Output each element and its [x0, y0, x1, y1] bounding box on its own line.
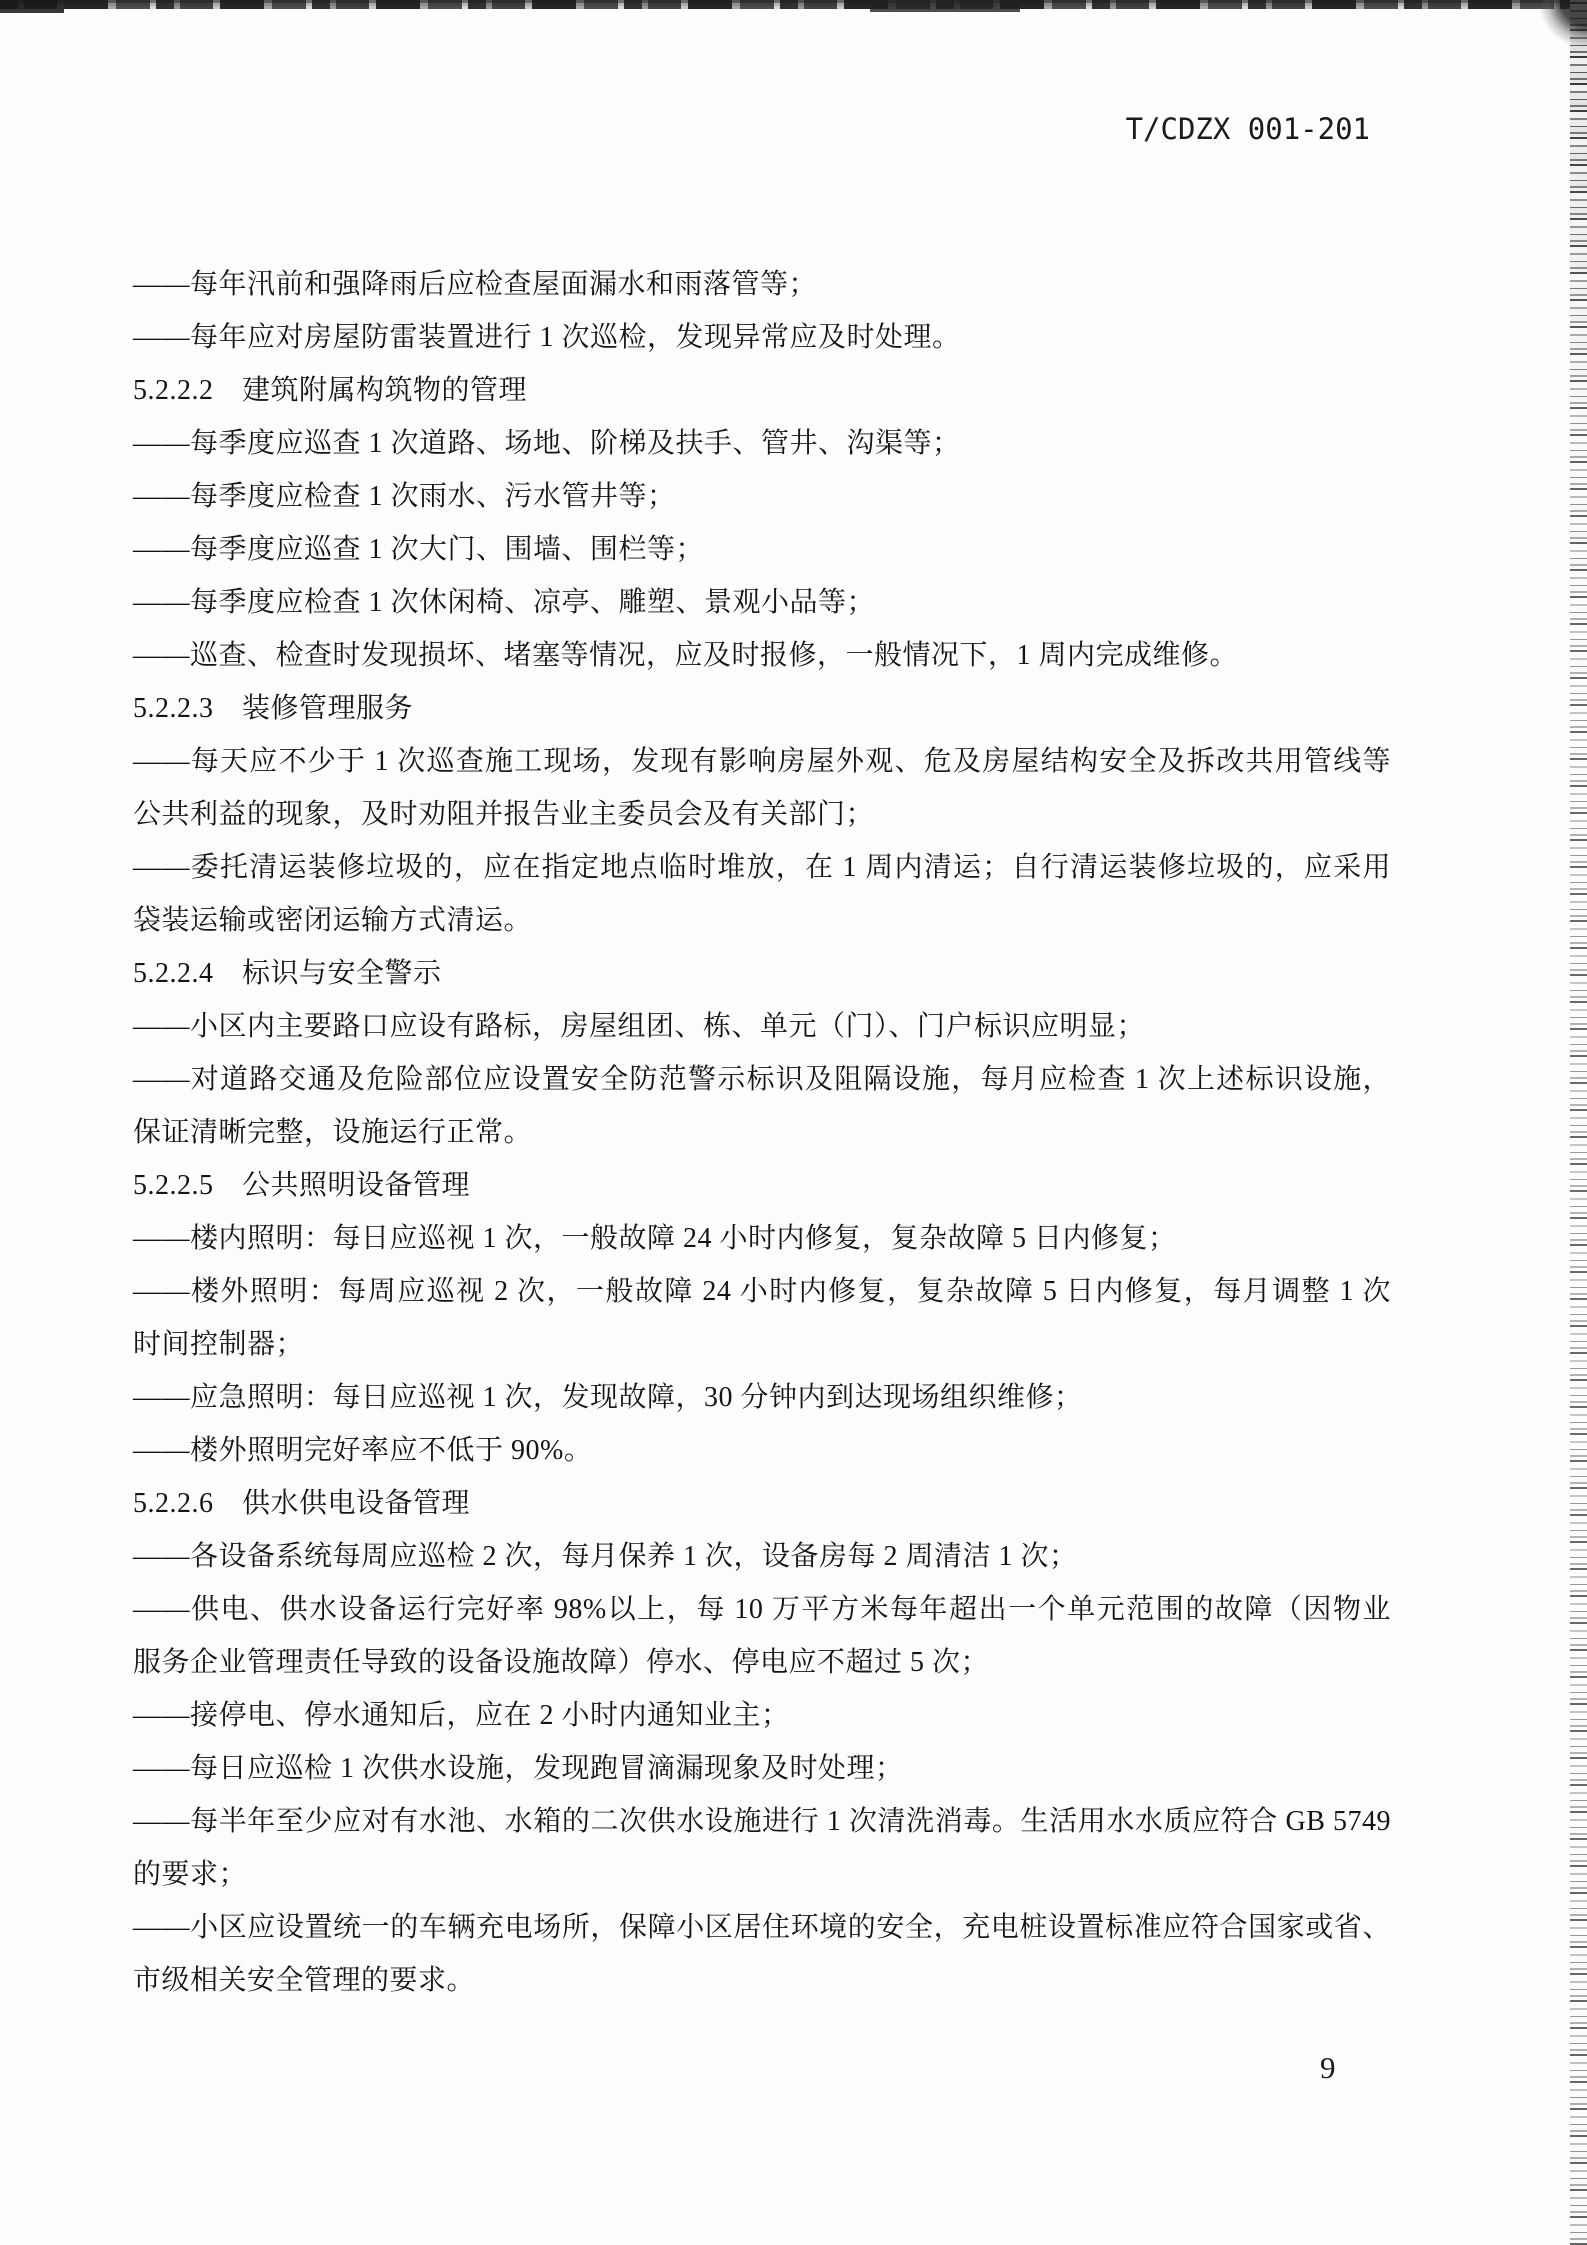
body-line: ——每季度应巡查 1 次大门、围墙、围栏等； [133, 534, 705, 565]
body-line: ——楼外照明完好率应不低于 90%。 [133, 1435, 593, 1466]
body-line: ——接停电、停水通知后，应在 2 小时内通知业主； [133, 1700, 790, 1731]
body-line: ——小区内主要路口应设有路标，房屋组团、栋、单元（门）、门户标识应明显； [133, 1011, 1146, 1042]
scan-artifact-right-edge [1570, 0, 1587, 2245]
section-heading: 5.2.2.6 供水供电设备管理 [133, 1488, 471, 1519]
body-line: ——每日应巡检 1 次供水设施，发现跑冒滴漏现象及时处理； [133, 1753, 904, 1784]
body-line: 保证清晰完整，设施运行正常。 [133, 1117, 533, 1148]
body-line: ——每年应对房屋防雷装置进行 1 次巡检，发现异常应及时处理。 [133, 322, 961, 353]
body-line: ——楼外照明：每周应巡视 2 次，一般故障 24 小时内修复，复杂故障 5 日内修复，每月调整 1 次 [133, 1276, 1391, 1307]
body-line: ——各设备系统每周应巡检 2 次，每月保养 1 次，设备房每 2 周清洁 1 次； [133, 1541, 1078, 1572]
body-line: ——供电、供水设备运行完好率 98%以上，每 10 万平方米每年超出一个单元范围的故障（因物业 [133, 1594, 1391, 1625]
scan-artifact-top-left-chunk [0, 0, 64, 13]
body-line: ——每季度应巡查 1 次道路、场地、阶梯及扶手、管井、沟渠等； [133, 428, 961, 459]
body-line: 公共利益的现象，及时劝阻并报告业主委员会及有关部门； [133, 799, 875, 830]
body-line: ——楼内照明：每日应巡视 1 次，一般故障 24 小时内修复，复杂故障 5 日内修复； [133, 1223, 1177, 1254]
body-line: 市级相关安全管理的要求。 [133, 1965, 476, 1996]
section-heading: 5.2.2.2 建筑附属构筑物的管理 [133, 375, 528, 406]
section-heading: 5.2.2.3 装修管理服务 [133, 693, 414, 724]
body-line: ——每年汛前和强降雨后应检查屋面漏水和雨落管等； [133, 269, 818, 300]
body-line: ——每季度应检查 1 次休闲椅、凉亭、雕塑、景观小品等； [133, 587, 876, 618]
body-line: 服务企业管理责任导致的设备设施故障）停水、停电应不超过 5 次； [133, 1647, 990, 1678]
body-line: 的要求； [133, 1859, 248, 1890]
body-line: ——应急照明：每日应巡视 1 次，发现故障，30 分钟内到达现场组织维修； [133, 1382, 1083, 1413]
body-line: 袋装运输或密闭运输方式清运。 [133, 905, 533, 936]
document-body [133, 258, 1391, 2007]
scan-artifact-top-edge [0, 0, 1587, 9]
doc-code-header: T/CDZX 001-201 [1125, 112, 1370, 146]
body-line: 时间控制器； [133, 1329, 305, 1360]
body-line: ——每半年至少应对有水池、水箱的二次供水设施进行 1 次清洗消毒。生活用水水质应符合 GB 5749 [133, 1806, 1391, 1837]
scan-artifact-top-right-corner [1541, 0, 1587, 46]
body-line: ——巡查、检查时发现损坏、堵塞等情况，应及时报修，一般情况下，1 周内完成维修。 [133, 640, 1239, 671]
page-number: 9 [1320, 2050, 1336, 2085]
section-heading: 5.2.2.5 公共照明设备管理 [133, 1170, 471, 1201]
scan-artifact-top-middle-chunk [870, 0, 1020, 12]
body-line: ——小区应设置统一的车辆充电场所，保障小区居住环境的安全，充电桩设置标准应符合国家或省、 [133, 1912, 1391, 1943]
body-line: ——每季度应检查 1 次雨水、污水管井等； [133, 481, 676, 512]
section-heading: 5.2.2.4 标识与安全警示 [133, 958, 442, 989]
body-line: ——委托清运装修垃圾的，应在指定地点临时堆放，在 1 周内清运；自行清运装修垃圾的，应采用 [133, 852, 1391, 883]
body-line: ——每天应不少于 1 次巡查施工现场，发现有影响房屋外观、危及房屋结构安全及拆改共用管线等 [133, 746, 1391, 777]
body-line: ——对道路交通及危险部位应设置安全防范警示标识及阻隔设施，每月应检查 1 次上述标识设施， [133, 1064, 1391, 1095]
